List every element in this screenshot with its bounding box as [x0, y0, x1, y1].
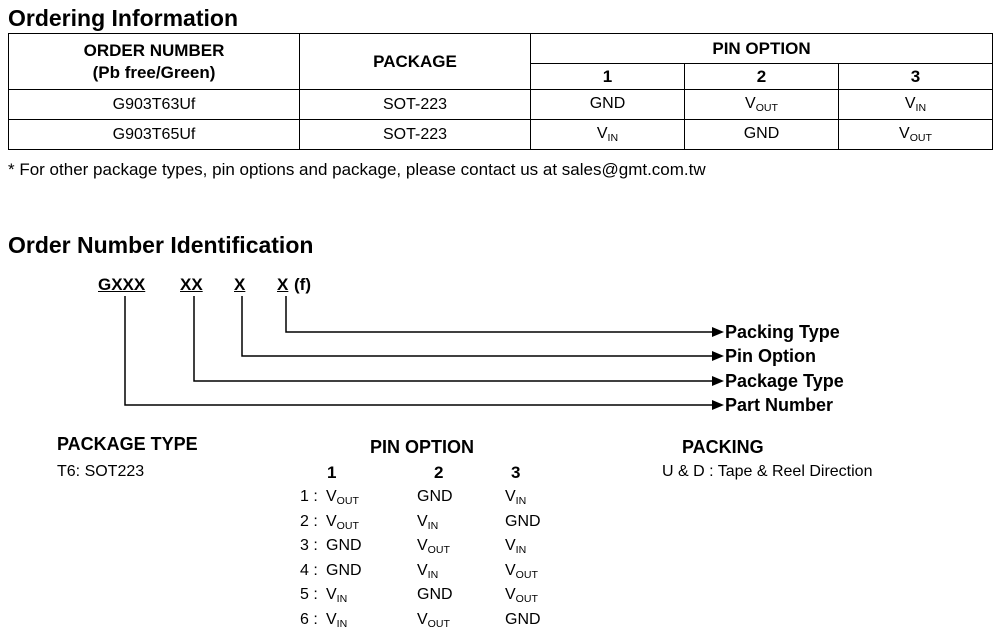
pin-option-pin2	[417, 513, 438, 532]
pin-option-pin2	[417, 562, 438, 581]
pin-main: 3 :	[300, 537, 318, 554]
pin-option-pin3	[505, 611, 541, 630]
pin-main: GND	[743, 125, 780, 143]
code-part-pin: X	[234, 275, 246, 294]
connector-part-number	[125, 296, 714, 405]
pin-main: 1 :	[300, 488, 318, 505]
package-type-heading: PACKAGE TYPE	[57, 434, 198, 454]
pin-main: V	[326, 610, 337, 628]
header-pin-3: 3	[839, 64, 993, 90]
arrowhead-icon	[712, 327, 724, 337]
ordering-title: Ordering Information	[8, 5, 238, 31]
pin-main: V	[417, 512, 428, 530]
pin-main: V	[417, 610, 428, 628]
pin-main: V	[899, 125, 910, 143]
header-pin-option: PIN OPTION	[531, 34, 993, 64]
pin-sub: IN	[336, 617, 348, 630]
pin-main: GND	[505, 610, 541, 628]
pin-main: 6 :	[300, 610, 318, 628]
pin-main: V	[326, 586, 337, 603]
pin-option-number	[300, 562, 318, 580]
order-number-cell: G903T65Uf	[9, 120, 300, 150]
pin-main: V	[417, 537, 428, 554]
pin-main: V	[326, 512, 337, 530]
pin-option-pin3	[505, 586, 538, 605]
label-package-type: Package Type	[725, 371, 844, 391]
pin-option-pin3	[505, 562, 538, 581]
pin-option-number	[300, 488, 318, 506]
pin-main: V	[326, 488, 337, 505]
pin-sub: OUT	[427, 617, 450, 630]
pin-option-col-2: 2	[434, 463, 444, 482]
connector-packing-type	[286, 296, 714, 332]
pin-sub: IN	[427, 519, 439, 532]
package-cell: SOT-223	[300, 90, 531, 120]
code-part-suffix: (f)	[294, 275, 311, 294]
pin-sub: IN	[336, 592, 348, 605]
package-type-entry: T6: SOT223	[57, 463, 145, 480]
pin-sub: IN	[515, 543, 527, 556]
pin-option-col-3: 3	[511, 463, 521, 482]
pin-sub: IN	[515, 494, 527, 507]
pin-main: V	[505, 537, 516, 554]
label-packing-type: Packing Type	[725, 322, 840, 342]
connector-pin-option	[242, 296, 714, 356]
pin-option-number	[300, 611, 318, 629]
pin-sub: OUT	[427, 543, 450, 556]
pin-sub: OUT	[515, 592, 538, 605]
pin-sub: OUT	[909, 131, 932, 144]
arrowhead-icon	[712, 376, 724, 386]
pin-sub: OUT	[336, 519, 359, 532]
code-part-family: GXXX	[98, 275, 146, 294]
pin-main: 5 :	[300, 586, 318, 603]
packing-entry: U & D : Tape & Reel Direction	[662, 463, 873, 480]
pin-main: V	[505, 488, 516, 505]
pin-main: 4 :	[300, 561, 318, 579]
pin-main: GND	[326, 537, 362, 554]
pin-option-pin1	[326, 488, 359, 507]
pin-sub: IN	[607, 131, 619, 144]
pin-option-pin1	[326, 562, 362, 581]
label-part-number: Part Number	[725, 395, 834, 415]
pin-option-pin1	[326, 586, 347, 605]
pin-main: GND	[326, 561, 362, 579]
pin-option-pin2	[417, 537, 450, 556]
pin-sub: IN	[427, 568, 439, 581]
pin-sub: OUT	[515, 568, 538, 581]
pin-option-number	[300, 586, 318, 604]
pin-main: V	[745, 95, 756, 113]
label-pin-option: Pin Option	[725, 346, 816, 366]
header-pin-1: 1	[531, 64, 685, 90]
pin-option-pin1	[326, 537, 362, 556]
pin-main: V	[904, 95, 916, 113]
header-pin-2: 2	[685, 64, 839, 90]
code-part-packing: X	[277, 275, 289, 294]
pin-option-number	[300, 537, 318, 555]
pin-main: GND	[417, 488, 453, 505]
pin-option-pin3	[505, 488, 526, 507]
header-order-number-line1: ORDER NUMBER	[83, 41, 225, 61]
packing-heading: PACKING	[682, 437, 764, 457]
pin-main: V	[505, 586, 516, 603]
pin-main: V	[417, 561, 428, 579]
pin-option-pin2	[417, 488, 453, 507]
pin-sub: IN	[915, 101, 927, 114]
pin-option-number	[300, 513, 318, 531]
pin-option-pin3	[505, 513, 541, 532]
header-order-number-line2: (Pb free/Green)	[92, 62, 216, 82]
code-part-package: XX	[180, 275, 203, 294]
pin-main: V	[596, 125, 608, 143]
pin-main: GND	[505, 512, 541, 530]
pin-option-heading: PIN OPTION	[370, 437, 475, 457]
identification-title: Order Number Identification	[8, 232, 314, 258]
pin-option-pin1	[326, 611, 347, 630]
package-cell: SOT-223	[300, 120, 531, 150]
pin-option-col-1: 1	[327, 463, 337, 482]
pin-main: GND	[589, 95, 626, 113]
order-number-cell: G903T63Uf	[9, 90, 300, 120]
arrowhead-icon	[712, 351, 724, 361]
pin-sub: OUT	[336, 494, 359, 507]
pin-main: GND	[417, 586, 453, 603]
header-package: PACKAGE	[300, 34, 531, 90]
pin-option-pin2	[417, 586, 453, 605]
pin-main: 2 :	[300, 512, 318, 530]
pin-option-pin1	[326, 513, 359, 532]
arrowhead-icon	[712, 400, 724, 410]
pin-option-pin3	[505, 537, 526, 556]
pin-sub: OUT	[755, 101, 778, 114]
pin-main: V	[505, 561, 516, 579]
pin-option-pin2	[417, 611, 450, 630]
ordering-note: * For other package types, pin options and package, please contact us at sales@gmt.com.tw	[8, 160, 706, 179]
connector-package-type	[194, 296, 714, 381]
